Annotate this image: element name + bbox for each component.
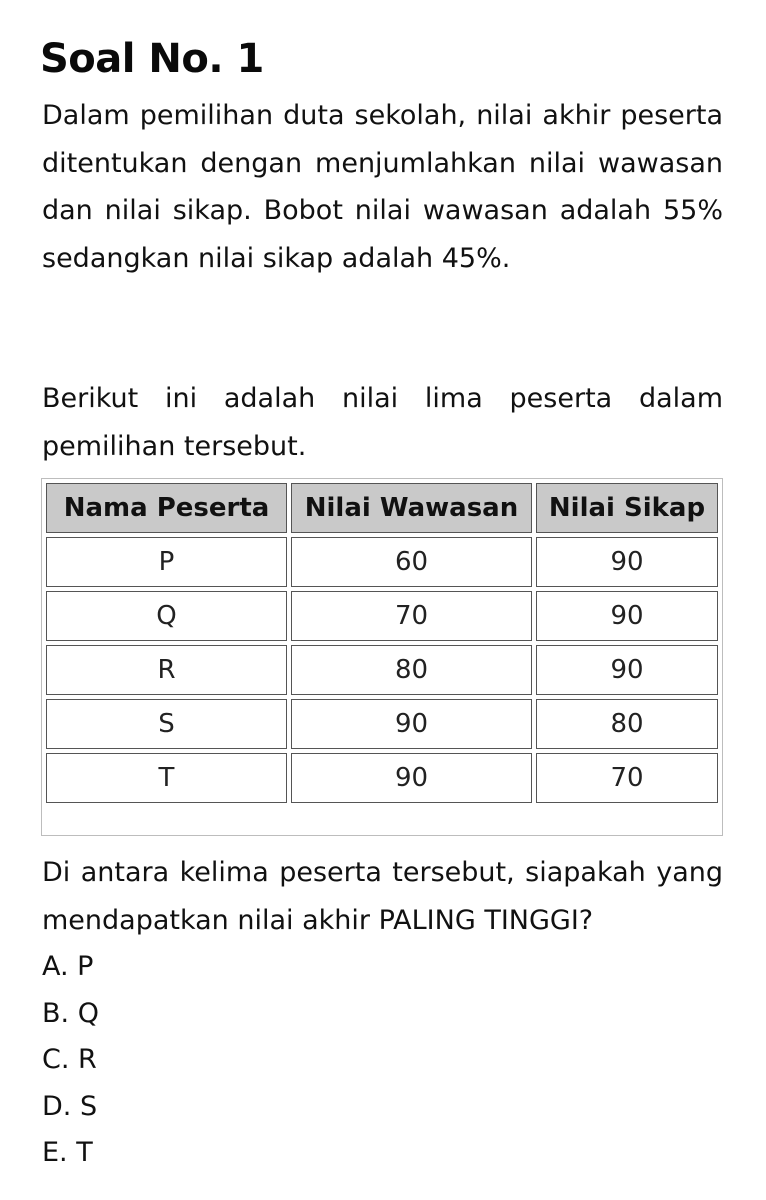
cell-nama: P: [46, 537, 287, 587]
table-row: [46, 753, 718, 803]
cell-nama: Q: [46, 591, 287, 641]
option-a[interactable]: A. P: [42, 951, 94, 982]
option-c[interactable]: C. R: [42, 1044, 97, 1075]
option-d[interactable]: D. S: [42, 1090, 98, 1122]
header-nilai-sikap: Nilai Sikap: [536, 483, 718, 533]
cell-sikap: 80: [536, 699, 718, 749]
intro-paragraph: Dalam pemilihan duta sekolah, nilai akhir peserta ditentukan dengan menjumlahkan nilai wawasan dan nilai sikap. Bobot nilai wawasan adalah 55% sedangkan nilai sikap adalah 45%.: [42, 100, 723, 274]
table-intro-paragraph: Berikut ini adalah nilai lima peserta dalam pemilihan tersebut.: [42, 383, 723, 462]
table-row: [46, 645, 718, 695]
header-nilai-wawasan: Nilai Wawasan: [291, 483, 532, 533]
question-title: Soal No. 1: [40, 36, 264, 82]
table-row: [46, 699, 718, 749]
cell-sikap: 90: [536, 591, 718, 641]
cell-sikap: 90: [536, 645, 718, 695]
option-e[interactable]: E. T: [42, 1137, 93, 1168]
answer-options: [42, 944, 99, 1177]
question-text: Di antara kelima peserta tersebut, siapakah yang mendapatkan nilai akhir PALING TINGGI?: [42, 857, 723, 936]
cell-sikap: 90: [536, 537, 718, 587]
scores-table: [42, 479, 722, 807]
cell-nama: T: [46, 753, 287, 803]
option-b[interactable]: B. Q: [42, 997, 99, 1029]
table-row: [46, 591, 718, 641]
cell-wawasan: 70: [291, 591, 532, 641]
cell-wawasan: 60: [291, 537, 532, 587]
cell-wawasan: 90: [291, 699, 532, 749]
table-row: [46, 537, 718, 587]
cell-nama: S: [46, 699, 287, 749]
cell-wawasan: 90: [291, 753, 532, 803]
header-nama-peserta: Nama Peserta: [46, 483, 287, 533]
cell-sikap: 70: [536, 753, 718, 803]
scores-table-container: [41, 478, 723, 836]
cell-wawasan: 80: [291, 645, 532, 695]
cell-nama: R: [46, 645, 287, 695]
table-header-row: [46, 483, 718, 533]
